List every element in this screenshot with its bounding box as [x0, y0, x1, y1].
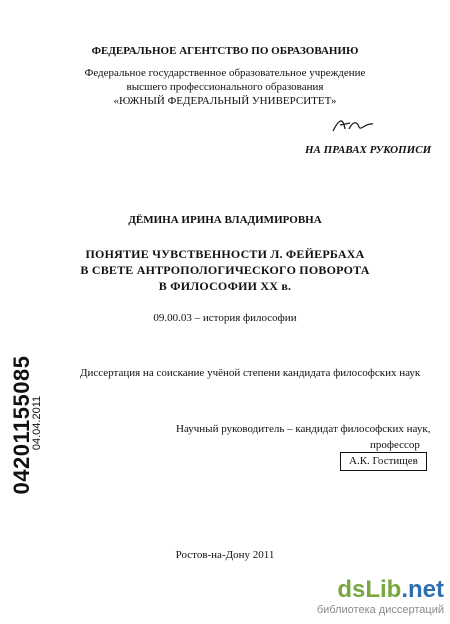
supervisor-name: А.К. Гостищев [340, 452, 427, 471]
library-barcode [0, 345, 44, 505]
manuscript-note: НА ПРАВАХ РУКОПИСИ [305, 144, 432, 156]
barcode-number: 04201155085 [9, 355, 34, 495]
place-year: Ростов-на-Дону 2011 [175, 549, 275, 561]
site-watermark [304, 578, 444, 616]
dissertation-title-line-2: В СВЕТЕ АНТРОПОЛОГИЧЕСКОГО ПОВОРОТА [80, 263, 370, 277]
agency-heading: ФЕДЕРАЛЬНОЕ АГЕНТСТВО ПО ОБРАЗОВАНИЮ [91, 45, 359, 57]
signature-mark [330, 114, 376, 136]
author-name: ДЁМИНА ИРИНА ВЛАДИМИРОВНА [128, 214, 322, 226]
university-name: «ЮЖНЫЙ ФЕДЕРАЛЬНЫЙ УНИВЕРСИТЕТ» [113, 95, 337, 107]
watermark-logo [304, 578, 444, 602]
dissertation-title-line-3: В ФИЛОСОФИИ XX в. [158, 279, 292, 293]
specialty-code: 09.00.03 – история философии [153, 312, 297, 324]
watermark-brand-main: dsLib [337, 576, 402, 603]
barcode-date: 04.04.2011 [31, 395, 43, 451]
watermark-subtitle: библиотека диссертаций [316, 604, 444, 616]
supervisor-line-1: Научный руководитель – кандидат философских наук, [176, 423, 431, 435]
watermark-brand-suffix: .net [401, 576, 444, 603]
institution-line-2: высшего профессионального образования [126, 81, 324, 93]
institution-line-1: Федеральное государственное образовательное учреждение [84, 67, 366, 79]
supervisor-title: профессор [370, 439, 420, 451]
degree-statement: Диссертация на соискание учёной степени кандидата философских наук [80, 367, 421, 379]
dissertation-title-line-1: ПОНЯТИЕ ЧУВСТВЕННОСТИ Л. ФЕЙЕРБАХА [85, 247, 365, 261]
